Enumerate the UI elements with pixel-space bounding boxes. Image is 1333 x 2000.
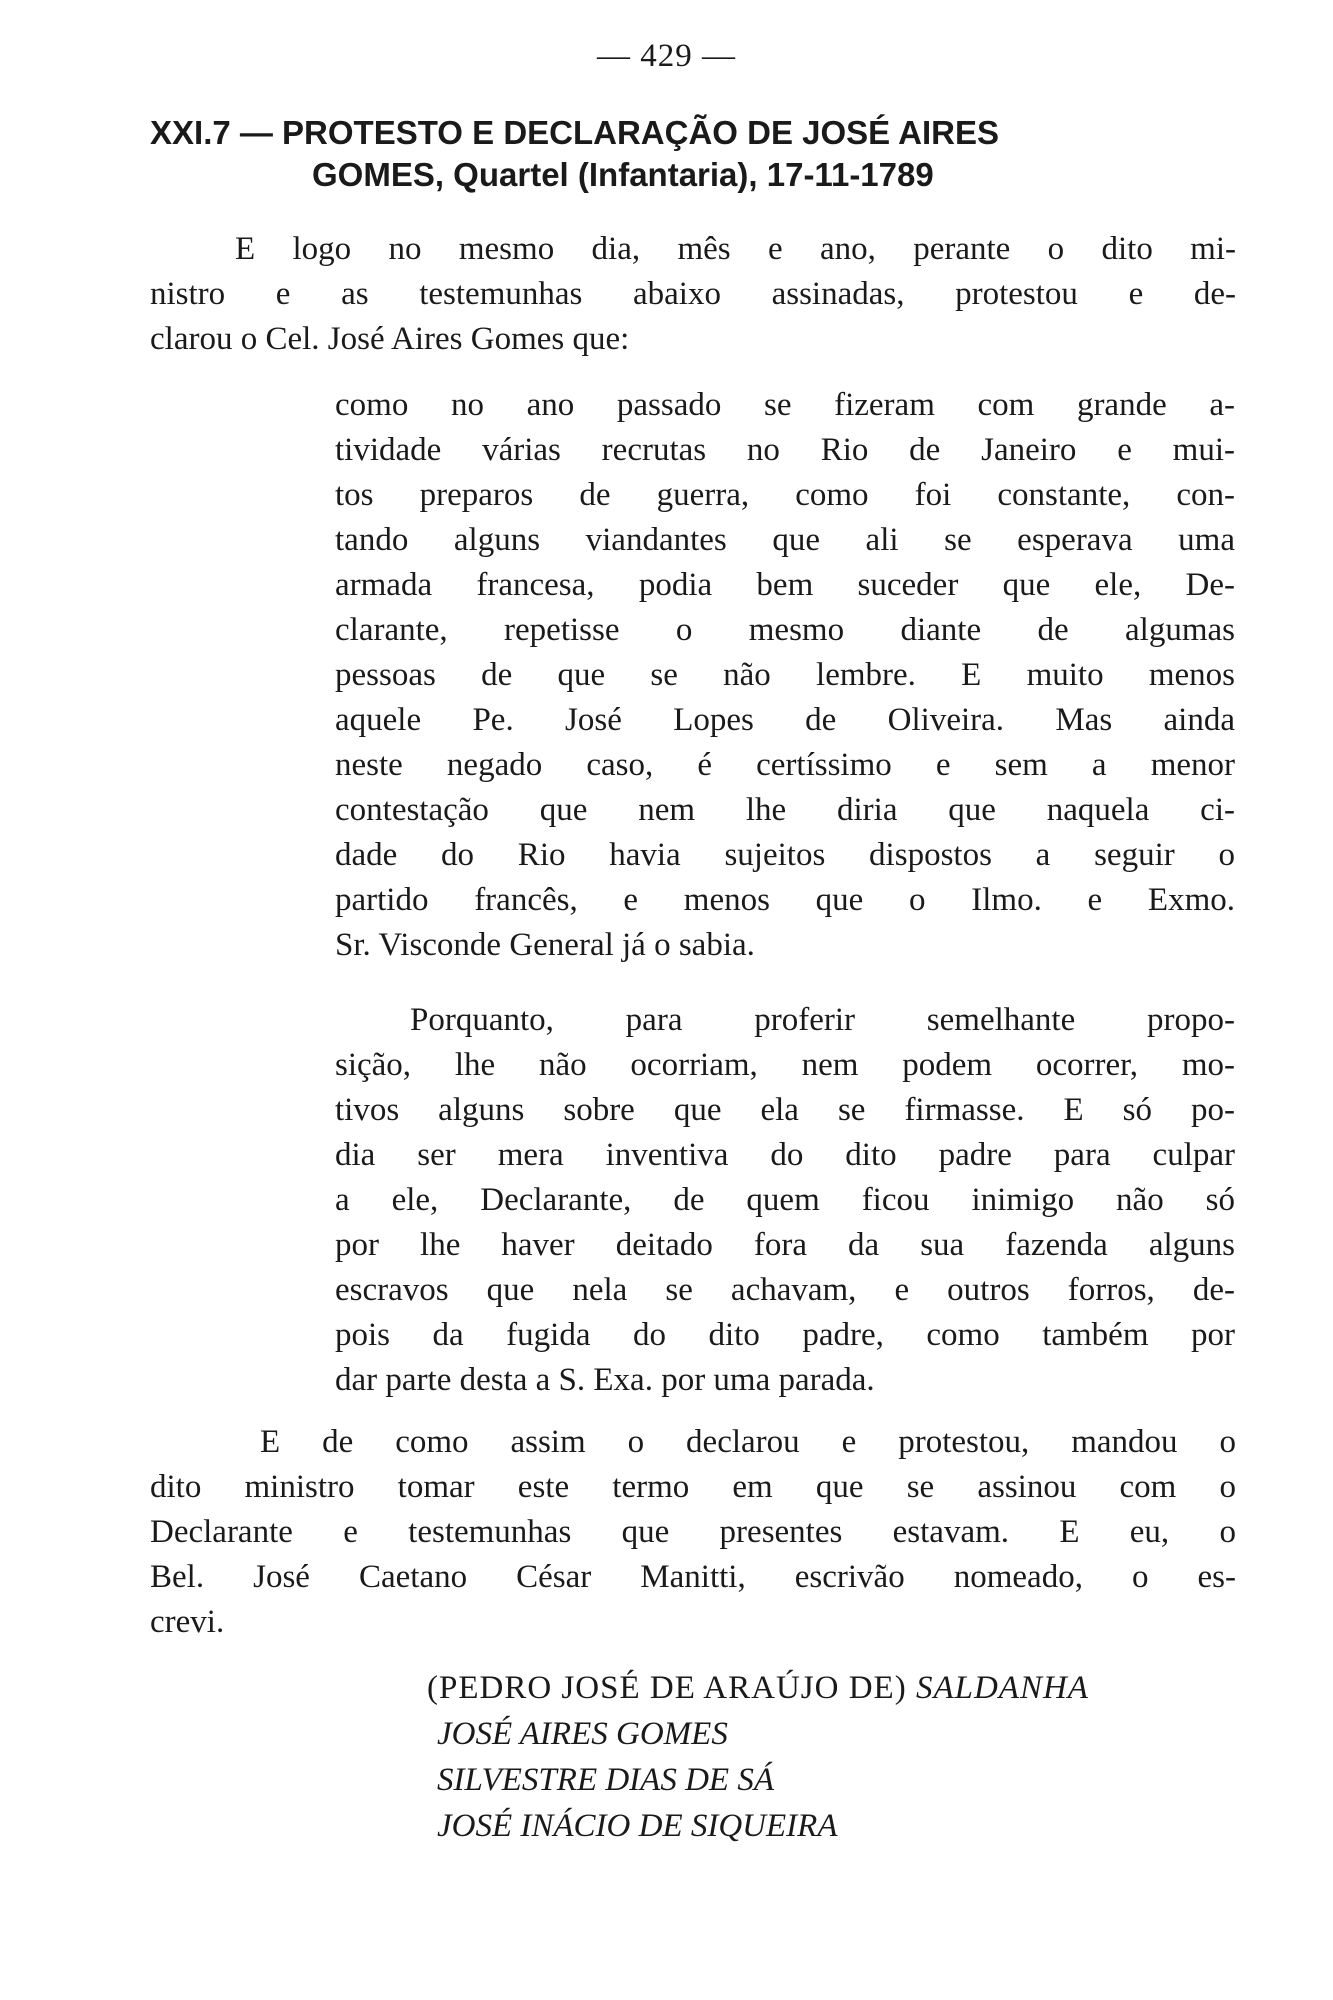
quote-line: neste negado caso, é certíssimo e sem a menor <box>335 747 1235 783</box>
heading-line-1: XXI.7 — PROTESTO E DECLARAÇÃO DE JOSÉ AIRES <box>150 114 999 151</box>
page-number: — 429 — <box>597 38 736 74</box>
quote-line: como no ano passado se fizeram com grande a- <box>335 387 1235 423</box>
signature-jose-aires-gomes: JOSÉ AIRES GOMES <box>437 1716 728 1752</box>
paragraph-line: E logo no mesmo dia, mês e ano, perante o dito mi- <box>235 231 1236 267</box>
quote-line: tividade várias recrutas no Rio de Janeiro e mui- <box>335 432 1235 468</box>
quote-line: escravos que nela se achavam, e outros forros, de- <box>335 1272 1235 1308</box>
quote-line: armada francesa, podia bem suceder que ele, De- <box>335 567 1235 603</box>
signature-surname: SALDANHA <box>915 1670 1089 1706</box>
paragraph-line: crevi. <box>150 1604 225 1640</box>
section-heading <box>150 112 1250 196</box>
signature-jose-inacio-de-siqueira: JOSÉ INÁCIO DE SIQUEIRA <box>437 1808 838 1844</box>
quote-line: a ele, Declarante, de quem ficou inimigo não só <box>335 1182 1235 1218</box>
intro-paragraph <box>150 227 1236 362</box>
quote-line: clarante, repetisse o mesmo diante de algumas <box>335 612 1235 648</box>
signature-silvestre-dias-de-sa: SILVESTRE DIAS DE SÁ <box>437 1762 774 1798</box>
declaration-quote-2 <box>335 998 1235 1403</box>
paragraph-line: E de como assim o declarou e protestou, mandou o <box>260 1424 1236 1460</box>
quote-line: sição, lhe não ocorriam, nem podem ocorrer, mo- <box>335 1047 1235 1083</box>
quote-line: Porquanto, para proferir semelhante propo- <box>410 1002 1235 1038</box>
quote-line: pessoas de que se não lembre. E muito menos <box>335 657 1235 693</box>
declaration-quote-1 <box>335 383 1235 968</box>
quote-line: partido francês, e menos que o Ilmo. e Exmo. <box>335 882 1235 918</box>
signature-prefix: (PEDRO JOSÉ DE ARAÚJO DE) <box>427 1670 907 1706</box>
closing-paragraph <box>150 1420 1236 1645</box>
heading-line-2: GOMES, Quartel (Infantaria), 17-11-1789 <box>312 156 934 193</box>
quote-line: dar parte desta a S. Exa. por uma parada. <box>335 1362 875 1398</box>
signature-saldanha <box>427 1665 1227 1711</box>
quote-line: pois da fugida do dito padre, como também por <box>335 1317 1235 1353</box>
paragraph-line: Declarante e testemunhas que presentes estavam. E eu, o <box>150 1514 1236 1550</box>
quote-line: tos preparos de guerra, como foi constante, con- <box>335 477 1235 513</box>
paragraph-line: dito ministro tomar este termo em que se assinou com o <box>150 1469 1236 1505</box>
quote-line: Sr. Visconde General já o sabia. <box>335 927 755 963</box>
paragraph-line: Bel. José Caetano César Manitti, escrivão nomeado, o es- <box>150 1559 1236 1595</box>
quote-line: tivos alguns sobre que ela se firmasse. E só po- <box>335 1092 1235 1128</box>
quote-line: dade do Rio havia sujeitos dispostos a seguir o <box>335 837 1235 873</box>
signature-block <box>427 1665 1227 1849</box>
paragraph-line: clarou o Cel. José Aires Gomes que: <box>150 321 630 357</box>
quote-line: por lhe haver deitado fora da sua fazenda alguns <box>335 1227 1235 1263</box>
quote-line: aquele Pe. José Lopes de Oliveira. Mas ainda <box>335 702 1235 738</box>
quote-line: contestação que nem lhe diria que naquela ci- <box>335 792 1235 828</box>
quote-line: tando alguns viandantes que ali se esperava uma <box>335 522 1235 558</box>
paragraph-line: nistro e as testemunhas abaixo assinadas, protestou e de- <box>150 276 1236 312</box>
quote-line: dia ser mera inventiva do dito padre para culpar <box>335 1137 1235 1173</box>
